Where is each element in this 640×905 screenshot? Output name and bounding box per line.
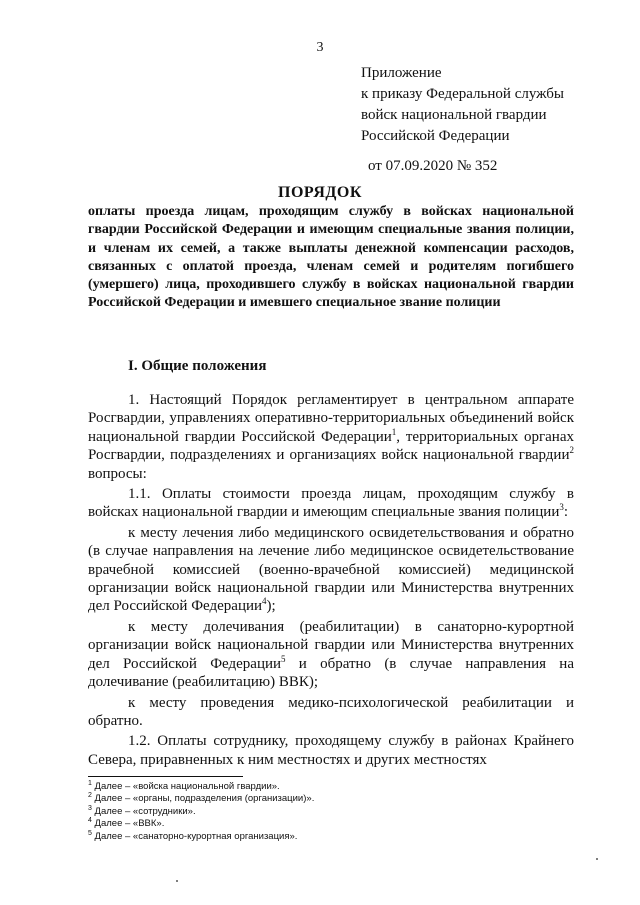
footnote-ref: 4 <box>262 596 267 607</box>
scan-speck <box>176 880 178 882</box>
paragraph-1-2: 1.2. Оплаты сотруднику, проходящему службу в районах Крайнего Севера, приравненных к ним местностях и других местностях <box>88 733 574 768</box>
appendix-line: к приказу Федеральной службы <box>361 86 565 102</box>
appendix-line: войск национальной гвардии <box>361 107 547 123</box>
document-body <box>88 391 574 769</box>
scan-speck <box>596 858 598 860</box>
footnote-ref: 5 <box>281 653 286 664</box>
footnote-ref: 1 <box>391 426 397 437</box>
paragraph-psych-rehab: к месту проведения медико-психологической реабилитации и обратно. <box>88 694 574 729</box>
footnote-ref: 2 <box>569 445 574 456</box>
section-heading: I. Общие положения <box>128 358 267 374</box>
footnote-divider <box>88 776 243 777</box>
document-subtitle: оплаты проезда лицам, проходящим службу в войсках национальной гвардии Российской Федерации и имеющим специальные звания полиции, и членам их семей, а также выплаты денежной компенсации расходов, связанных с оплатой проезда, членам семей и родителям погибшего (умершего) лица, проходившего службу в войсках национальной гвардии Российской Федерации и имевшего специальное звание полиции <box>88 204 574 311</box>
order-date: от 07.09.2020 № 352 <box>368 158 498 174</box>
page-number: 3 <box>316 40 324 55</box>
footnote-item: $^3$ Далее – «сотрудники». <box>88 804 196 817</box>
footnotes <box>88 781 574 843</box>
footnote-item: $^1$ Далее – «войска национальной гвардии». <box>88 779 280 792</box>
footnote-item: $^4$ Далее – «ВВК». <box>88 817 165 830</box>
document-title: ПОРЯДОК <box>278 184 362 201</box>
paragraph-rehabilitation: к месту долечивания (реабилитации) в санаторно-курортной организации войск национальной гвардии или Министерства внутренних дел Российской Федерации$^5$ и обратно (в случае направления на долечивание (реабилитацию) ВВК); <box>88 618 574 691</box>
paragraph-1-1: 1.1. Оплаты стоимости проезда лицам, проходящим службу в войсках национальной гвардии и имеющим специальные звания полиции$^3$: <box>88 486 574 521</box>
paragraph-treatment: к месту лечения либо медицинского освидетельствования и обратно (в случае направления на лечение либо медицинское освидетельствование врачебной комиссией (военно-врачебной комиссией) медицинской организации войск национальной гвардии или Министерства внутренних дел Российской Федерации$^4$); <box>88 524 574 615</box>
appendix-line: Российской Федерации <box>361 128 510 144</box>
footnote-item: $^2$ Далее – «органы, подразделения (организации)». <box>88 792 315 805</box>
paragraph-1: 1. Настоящий Порядок регламентирует в центральном аппарате Росгвардии, управлениях оперативно-территориальных объединений войск национальной гвардии Российской Федерации$^1$, территориальных органах Росгвардии, подразделениях и организациях войск национальной гвардии$^2$ вопросы: <box>88 392 574 482</box>
footnote-ref: 3 <box>559 502 564 513</box>
appendix-line: Приложение <box>361 65 442 81</box>
footnote-item: $^5$ Далее – «санаторно-курортная организация». <box>88 829 298 842</box>
appendix-block <box>361 63 621 177</box>
